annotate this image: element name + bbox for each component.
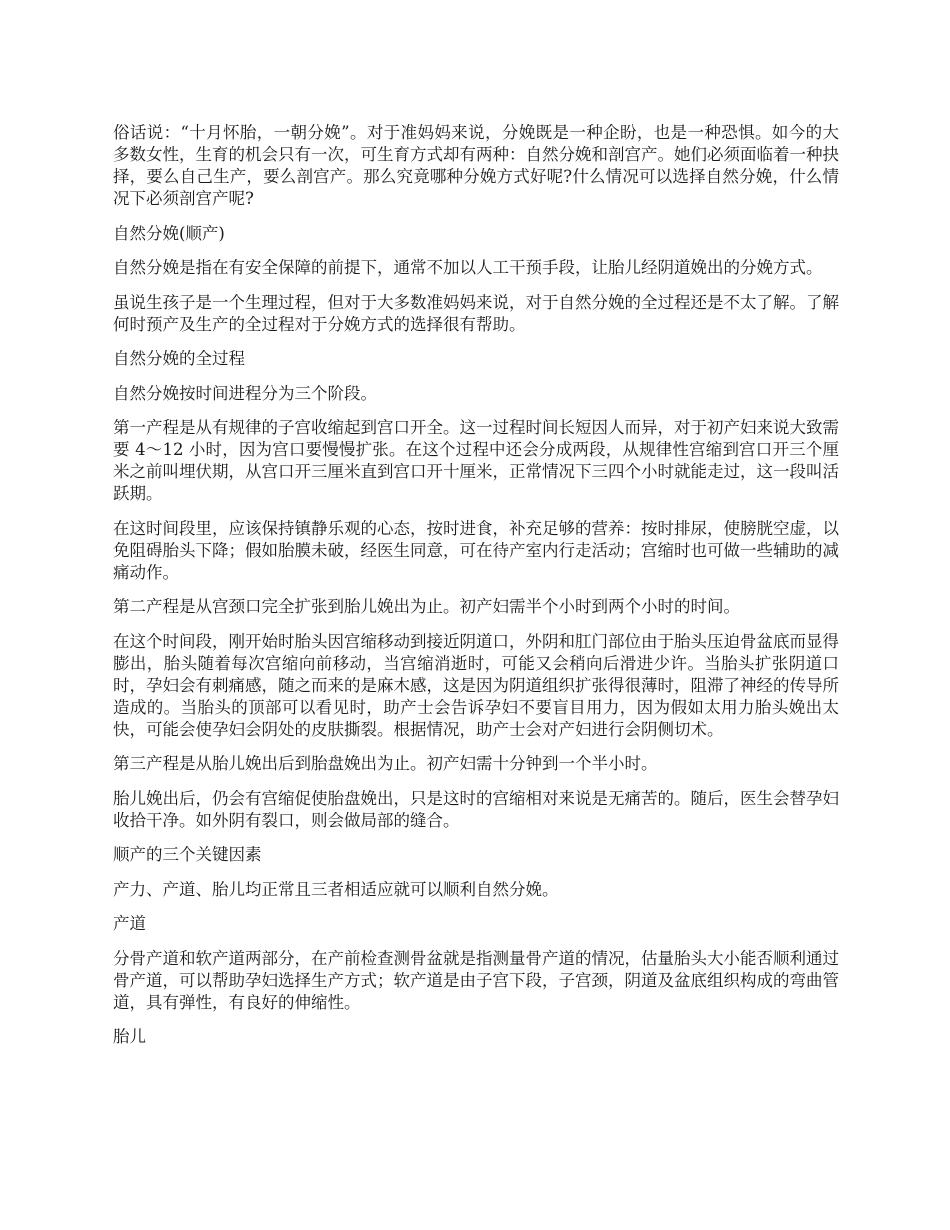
section-heading-full-process: 自然分娩的全过程 bbox=[113, 349, 245, 368]
paragraph-second-stage-detail: 在这个时间段，刚开始时胎头因宫缩移动到接近阴道口，外阴和肛门部位由于胎头压迫骨盆底而显得膨出，胎头随着每次宫缩向前移动，当宫缩消逝时，可能又会稍向后滑进少许。当胎头扩张阴道口时，孕妇会有刺痛感，随之而来的是麻木感，这是因为阴道组织扩张得很薄时，阻滞了神经的传导所造成的。当胎头的顶部可以看见时，助产士会告诉孕妇不要盲目用力，因为假如太用力胎头娩出太快，可能会使孕妇会阴处的皮肤撕裂。根据情况，助产士会对产妇进行会阴侧切术。 bbox=[113, 631, 839, 739]
section-heading-fetus: 胎儿 bbox=[113, 1027, 146, 1046]
paragraph-birth-canal: 分骨产道和软产道两部分，在产前检查测骨盆就是指测量骨产道的情况，估量胎头大小能否顺利通过骨产道，可以帮助孕妇选择生产方式；软产道是由子宫下段，子宫颈，阴道及盆底组织构成的弯曲管道，具有弹性，有良好的伸缩性。 bbox=[113, 948, 839, 1012]
paragraph-key-factors: 产力、产道、胎儿均正常且三者相适应就可以顺利自然分娩。 bbox=[113, 879, 559, 899]
section-heading-key-factors: 顺产的三个关键因素 bbox=[113, 845, 262, 864]
paragraph-understanding: 虽说生孩子是一个生理过程，但对于大多数准妈妈来说，对于自然分娩的全过程还是不太了解。了解何时预产及生产的全过程对于分娩方式的选择很有帮助。 bbox=[113, 292, 839, 334]
paragraph-third-stage: 第三产程是从胎儿娩出后到胎盘娩出为止。初产妇需十分钟到一个半小时。 bbox=[113, 754, 658, 773]
paragraph-second-stage: 第二产程是从宫颈口完全扩张到胎儿娩出为止。初产妇需半个小时到两个小时的时间。 bbox=[113, 597, 740, 616]
section-heading-birth-canal: 产道 bbox=[113, 914, 146, 933]
paragraph-first-stage: 第一产程是从有规律的子宫收缩起到宫口开全。这一过程时间长短因人而异，对于初产妇来说大致需要 4～12 小时，因为宫口要慢慢扩张。在这个过程中还会分成两段，从规律性宫缩到宫口开三个厘米之前叫埋伏期，从宫口开三厘米直到宫口开十厘米，正常情况下三四个小时就能走过，这一段叫活跃期。 bbox=[113, 418, 839, 503]
paragraph-third-stage-detail: 胎儿娩出后，仍会有宫缩促使胎盘娩出，只是这时的宫缩相对来说是无痛苦的。随后，医生会替孕妇收拾干净。如外阴有裂口，则会做局部的缝合。 bbox=[113, 788, 839, 830]
document-page bbox=[113, 122, 839, 1061]
paragraph-first-stage-advice: 在这时间段里，应该保持镇静乐观的心态，按时进食，补充足够的营养：按时排尿，使膀胱空虚，以免阻碍胎头下降；假如胎膜未破，经医生同意，可在待产室内行走活动；宫缩时也可做一些辅助的减痛动作。 bbox=[113, 518, 839, 582]
intro-paragraph: 俗话说：“十月怀胎，一朝分娩”。对于准妈妈来说，分娩既是一种企盼，也是一种恐惧。如今的大多数女性，生育的机会只有一次，可生育方式却有两种：自然分娩和剖宫产。她们必须面临着一种抉择，要么自己生产，要么剖宫产。那么究竟哪种分娩方式好呢?什么情况可以选择自然分娩，什么情况下必须剖宫产呢? bbox=[113, 123, 839, 208]
paragraph-definition: 自然分娩是指在有安全保障的前提下，通常不加以人工干预手段，让胎儿经阴道娩出的分娩方式。 bbox=[113, 258, 823, 277]
paragraph-three-stages: 自然分娩按时间进程分为三个阶段。 bbox=[113, 383, 377, 403]
section-heading-natural-birth: 自然分娩(顺产) bbox=[113, 223, 225, 243]
